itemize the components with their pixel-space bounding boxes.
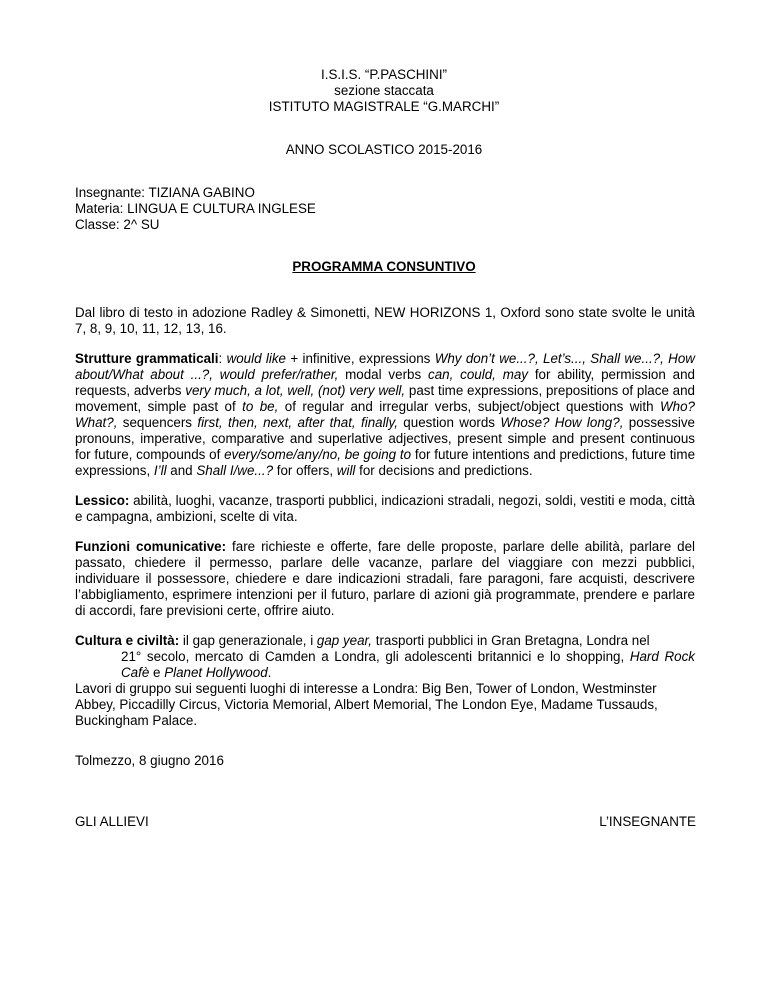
grammar-paragraph	[75, 351, 695, 479]
grammar-example: Who? What?,	[75, 399, 695, 430]
teacher-line: Insegnante: TIZIANA GABINO	[75, 185, 255, 200]
grammar-text: modal verbs	[338, 367, 428, 382]
grammar-text: + infinitive, expressions	[285, 351, 435, 366]
school-year: ANNO SCOLASTICO 2015-2016	[285, 142, 483, 157]
grammar-example: Shall I/we...?	[196, 463, 274, 478]
grammar-example: every/some/any/no, be going to	[224, 447, 412, 462]
course-info	[75, 185, 316, 233]
grammar-text: sequencers	[117, 415, 198, 430]
grammar-example: Why don’t we...?, Let’s..., Shall we...?, How about/What about ...?, would prefer/rather,	[75, 351, 695, 382]
document-body	[75, 305, 695, 729]
grammar-example: I’ll	[153, 463, 167, 478]
functions-text: fare richieste e offerte, fare delle proposte, parlare delle abilità, parlare del passato, chiedere il permesso, parlare delle vacanze, parlare del viaggiare con mezzi pubblici, individuare il possessore, chiedere e dare indicazioni stradali, fare paragoni, fare acquisti, descrivere l’abbigliamento, esprimere intenzioni per il futuro, parlare di azioni già programmate, prendere e parlare di accordi, fare previsioni certe, offrire aiuto.	[75, 539, 696, 618]
grammar-label: Strutture grammaticali	[75, 351, 219, 366]
functions-label: Funzioni comunicative:	[75, 539, 227, 554]
class-line: Classe: 2^ SU	[75, 217, 160, 232]
grammar-example: first, then, next, after that, finally,	[197, 415, 398, 430]
institute-name: ISTITUTO MAGISTRALE “G.MARCHI”	[268, 99, 500, 114]
grammar-example: very much, a lot, well, (not) very well,	[185, 383, 406, 398]
grammar-example: would like	[226, 351, 286, 366]
grammar-text: and	[166, 463, 197, 478]
culture-paragraph	[75, 633, 695, 681]
grammar-example: to be,	[242, 399, 279, 414]
students-signature-label: GLI ALLIEVI	[75, 814, 149, 829]
grammar-text: for ability, permission and requests, adverbs	[75, 367, 695, 398]
grammar-example: can, could, may	[428, 367, 528, 382]
intro-paragraph: Dal libro di testo in adozione Radley & Simonetti, NEW HORIZONS 1, Oxford sono state svolte le unità 7, 8, 9, 10, 11, 12, 13, 16.	[75, 305, 695, 336]
grammar-text: :	[218, 351, 227, 366]
culture-text: e	[149, 665, 165, 680]
culture-label: Cultura e civiltà:	[75, 633, 180, 648]
grammar-text: of regular and irregular verbs, subject/object questions with	[278, 399, 660, 414]
lexicon-text: abilità, luoghi, vacanze, trasporti pubblici, indicazioni stradali, negozi, soldi, vestiti e moda, città e campagna, ambizioni, scelte di vita.	[75, 493, 695, 524]
subject-line: Materia: LINGUA E CULTURA INGLESE	[75, 201, 316, 216]
culture-text: il gap generazionale, i	[179, 633, 317, 648]
teacher-signature-label: L’INSEGNANTE	[599, 814, 696, 829]
lexicon-label: Lessico:	[75, 493, 130, 508]
group-work-paragraph: Lavori di gruppo sui seguenti luoghi di interesse a Londra: Big Ben, Tower of London, Westminster Abbey, Piccadilly Circus, Victoria Memorial, Albert Memorial, The London Eye, Madame Tussauds, Buckingham Palace.	[75, 681, 658, 728]
grammar-text: for future intentions and predictions, future time expressions,	[75, 447, 696, 478]
grammar-text: past time expressions, prepositions of place and movement, simple past of	[75, 383, 695, 414]
grammar-text: for decisions and predictions.	[355, 463, 533, 478]
culture-indented-text	[75, 649, 695, 681]
grammar-text: question words	[397, 415, 501, 430]
school-section: sezione staccata	[334, 83, 434, 98]
grammar-example: Whose? How long?,	[500, 415, 624, 430]
document-title: PROGRAMMA CONSUNTIVO	[292, 259, 476, 274]
lexicon-paragraph	[75, 493, 695, 525]
place-date: Tolmezzo, 8 giugno 2016	[75, 753, 224, 768]
functions-paragraph	[75, 539, 695, 619]
grammar-text: for offers,	[273, 463, 337, 478]
grammar-text: possessive pronouns, imperative, comparative and superlative adjectives, present simple and present continuous for future, compounds of	[75, 415, 696, 462]
school-header	[0, 67, 768, 115]
school-name: I.S.I.S. “P.PASCHINI”	[321, 67, 447, 82]
culture-example: gap year,	[316, 633, 372, 648]
culture-example: Planet Hollywood	[164, 665, 268, 680]
culture-example: Hard Rock Cafè	[121, 649, 695, 680]
culture-text: trasporti pubblici in Gran Bretagna, Londra nel	[372, 633, 650, 648]
culture-text: .	[267, 665, 272, 680]
grammar-example: will	[336, 463, 356, 478]
culture-text: 21° secolo, mercato di Camden a Londra, gli adolescenti britannici e lo shopping,	[121, 649, 630, 664]
